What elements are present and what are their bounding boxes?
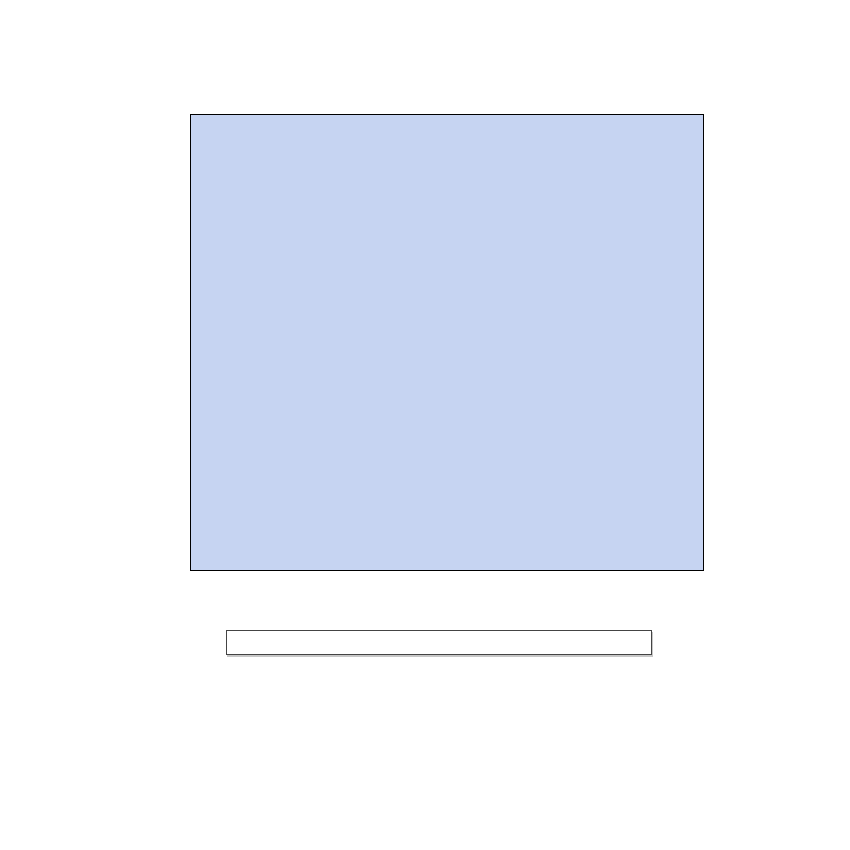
colorbar [226,630,652,655]
map-canvas [191,115,703,570]
map-frame [190,114,704,571]
